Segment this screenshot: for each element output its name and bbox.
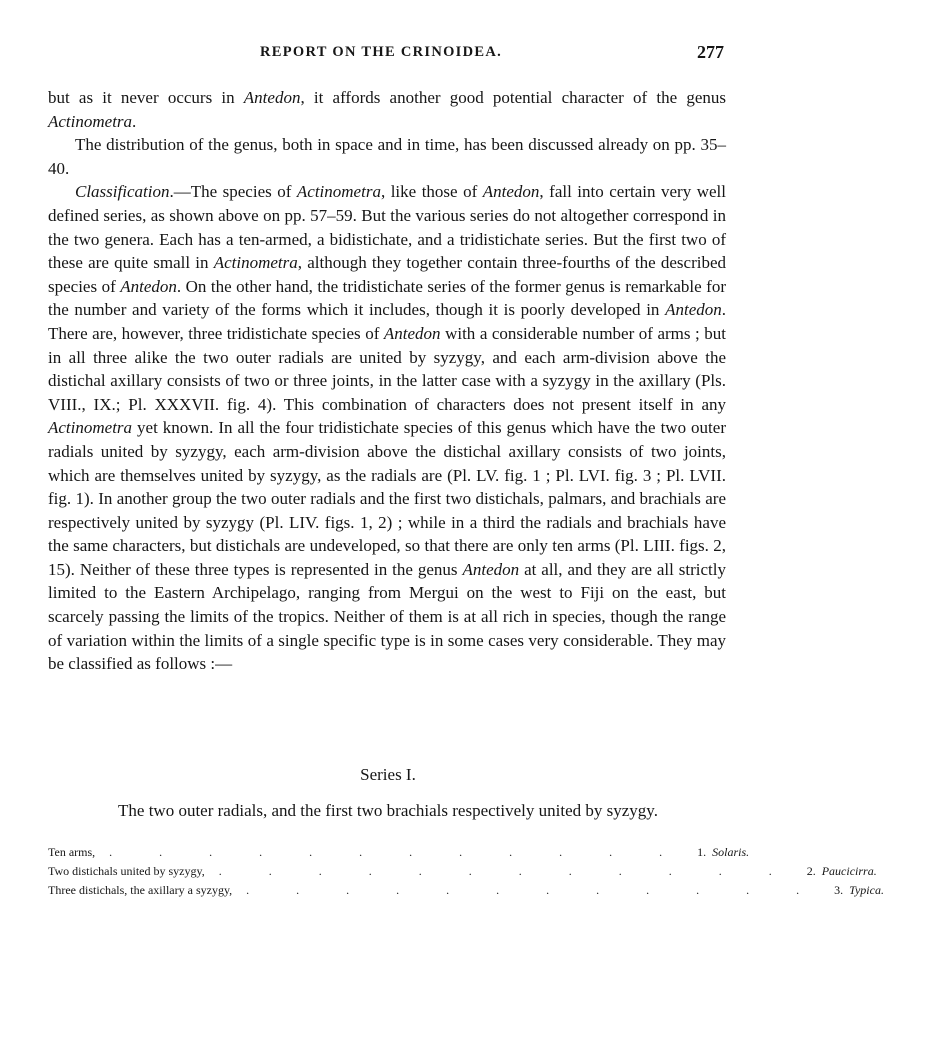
- key-number: 1.: [697, 845, 707, 859]
- italic-term: Actinometra: [296, 182, 381, 202]
- paragraph: [48, 86, 726, 133]
- key-description: Three distichals, the axillary a syzygy,: [48, 883, 233, 897]
- text-run: The distribution of the genus, both in space and in time, has been discussed already on pp. 35–40.: [48, 135, 726, 178]
- italic-term: Antedon: [243, 88, 301, 107]
- key-number: 3.: [834, 883, 844, 897]
- series-title: Series I.: [360, 765, 416, 784]
- body-text: [48, 86, 726, 676]
- running-head: REPORT ON THE CRINOIDEA.: [260, 44, 503, 60]
- key-species-name: Paucicirra.: [821, 864, 877, 878]
- key-species-name: Solaris.: [712, 845, 750, 859]
- text-run: . There are, however, three tridistichate species of: [48, 300, 726, 343]
- paragraph: [48, 180, 726, 675]
- text-run: but as it never occurs in: [48, 88, 244, 107]
- paragraph: [48, 133, 726, 180]
- dot-leader: . . . . . . . . . . . .: [109, 845, 685, 859]
- text-run: with a considerable number of arms ; but in all three alike the two outer radials are united by syzygy, and each arm-division above the distichal axillary consists of two or three joints, in the latter case with a syzygy in the axillary (Pls. VIII., IX.; Pl. XXXVII. fig. 4). This combination of characters does not present itself in any: [48, 323, 726, 414]
- key-row: [48, 843, 750, 862]
- text-run: at all, and they are all strictly limited to the Eastern Archipelago, ranging from Mergui on the west to Fiji on the east, but scarcely passing the limits of the tropics. Neither of them is at all rich in species, though the range of variation within the limits of a single specific type is in some cases very considerable. They may be classified as follows :—: [48, 559, 726, 674]
- key-species-name: Typica.: [849, 883, 884, 897]
- series-description: The two outer radials, and the first two brachials respectively united by syzygy.: [118, 801, 658, 820]
- text-run: yet known. In all the four tridistichate species of this genus which have the two outer radials united by syzygy, each arm-division above the distichal axillary consists of two joints, which are themselves united by syzygy, as the radials are (Pl. LV. fig. 1 ; Pl. LVI. fig. 3 ; Pl. LVII. fig. 1). In another group the two outer radials and the first two distichals, palmars, and brachials are respectively united by syzygy (Pl. LIV. figs. 1, 2) ; while in a third the radials and brachials have the same characters, but distichals are undeveloped, so that there are only ten arms (Pl. LIII. figs. 2, 15). Neither of these three types is represented in the genus: [48, 418, 726, 579]
- dot-leader: . . . . . . . . . . . .: [218, 864, 794, 878]
- key-row: [48, 862, 877, 881]
- key-row: [48, 881, 884, 900]
- classification-key: [48, 843, 884, 900]
- key-description: Ten arms,: [48, 845, 96, 859]
- italic-term: Antedon: [482, 182, 540, 202]
- italic-term: Antedon: [665, 300, 722, 320]
- text-run: .—The species of: [169, 182, 297, 202]
- text-run: , like those of: [380, 182, 483, 202]
- text-run: , although they together contain three-fourths of the described species of: [48, 253, 726, 296]
- key-number: 2.: [806, 864, 816, 878]
- text-run: .: [132, 111, 137, 131]
- text-run: , it affords another good potential character of the genus: [300, 88, 726, 107]
- text-run: , fall into certain very well defined series, as shown above on pp. 57–59. But the various series do not altogether correspond in the two genera. Each has a ten-armed, a bidistichate, and a tridistichate series. But the first two of these are quite small in: [48, 182, 726, 273]
- page-number: 277: [697, 42, 724, 62]
- key-description: Two distichals united by syzygy,: [48, 864, 205, 878]
- text-run: . On the other hand, the tridistichate series of the former genus is remarkable for the number and variety of the forms which it includes, though it is poorly developed in: [48, 276, 726, 320]
- italic-term: Antedon: [462, 559, 520, 579]
- italic-term: Classification: [75, 182, 170, 202]
- italic-term: Antedon: [383, 323, 441, 343]
- italic-term: Actinometra: [48, 111, 133, 131]
- italic-term: Actinometra: [48, 418, 133, 438]
- italic-term: Actinometra: [213, 253, 298, 273]
- dot-leader: . . . . . . . . . . . .: [246, 883, 822, 897]
- italic-term: Antedon: [120, 276, 177, 296]
